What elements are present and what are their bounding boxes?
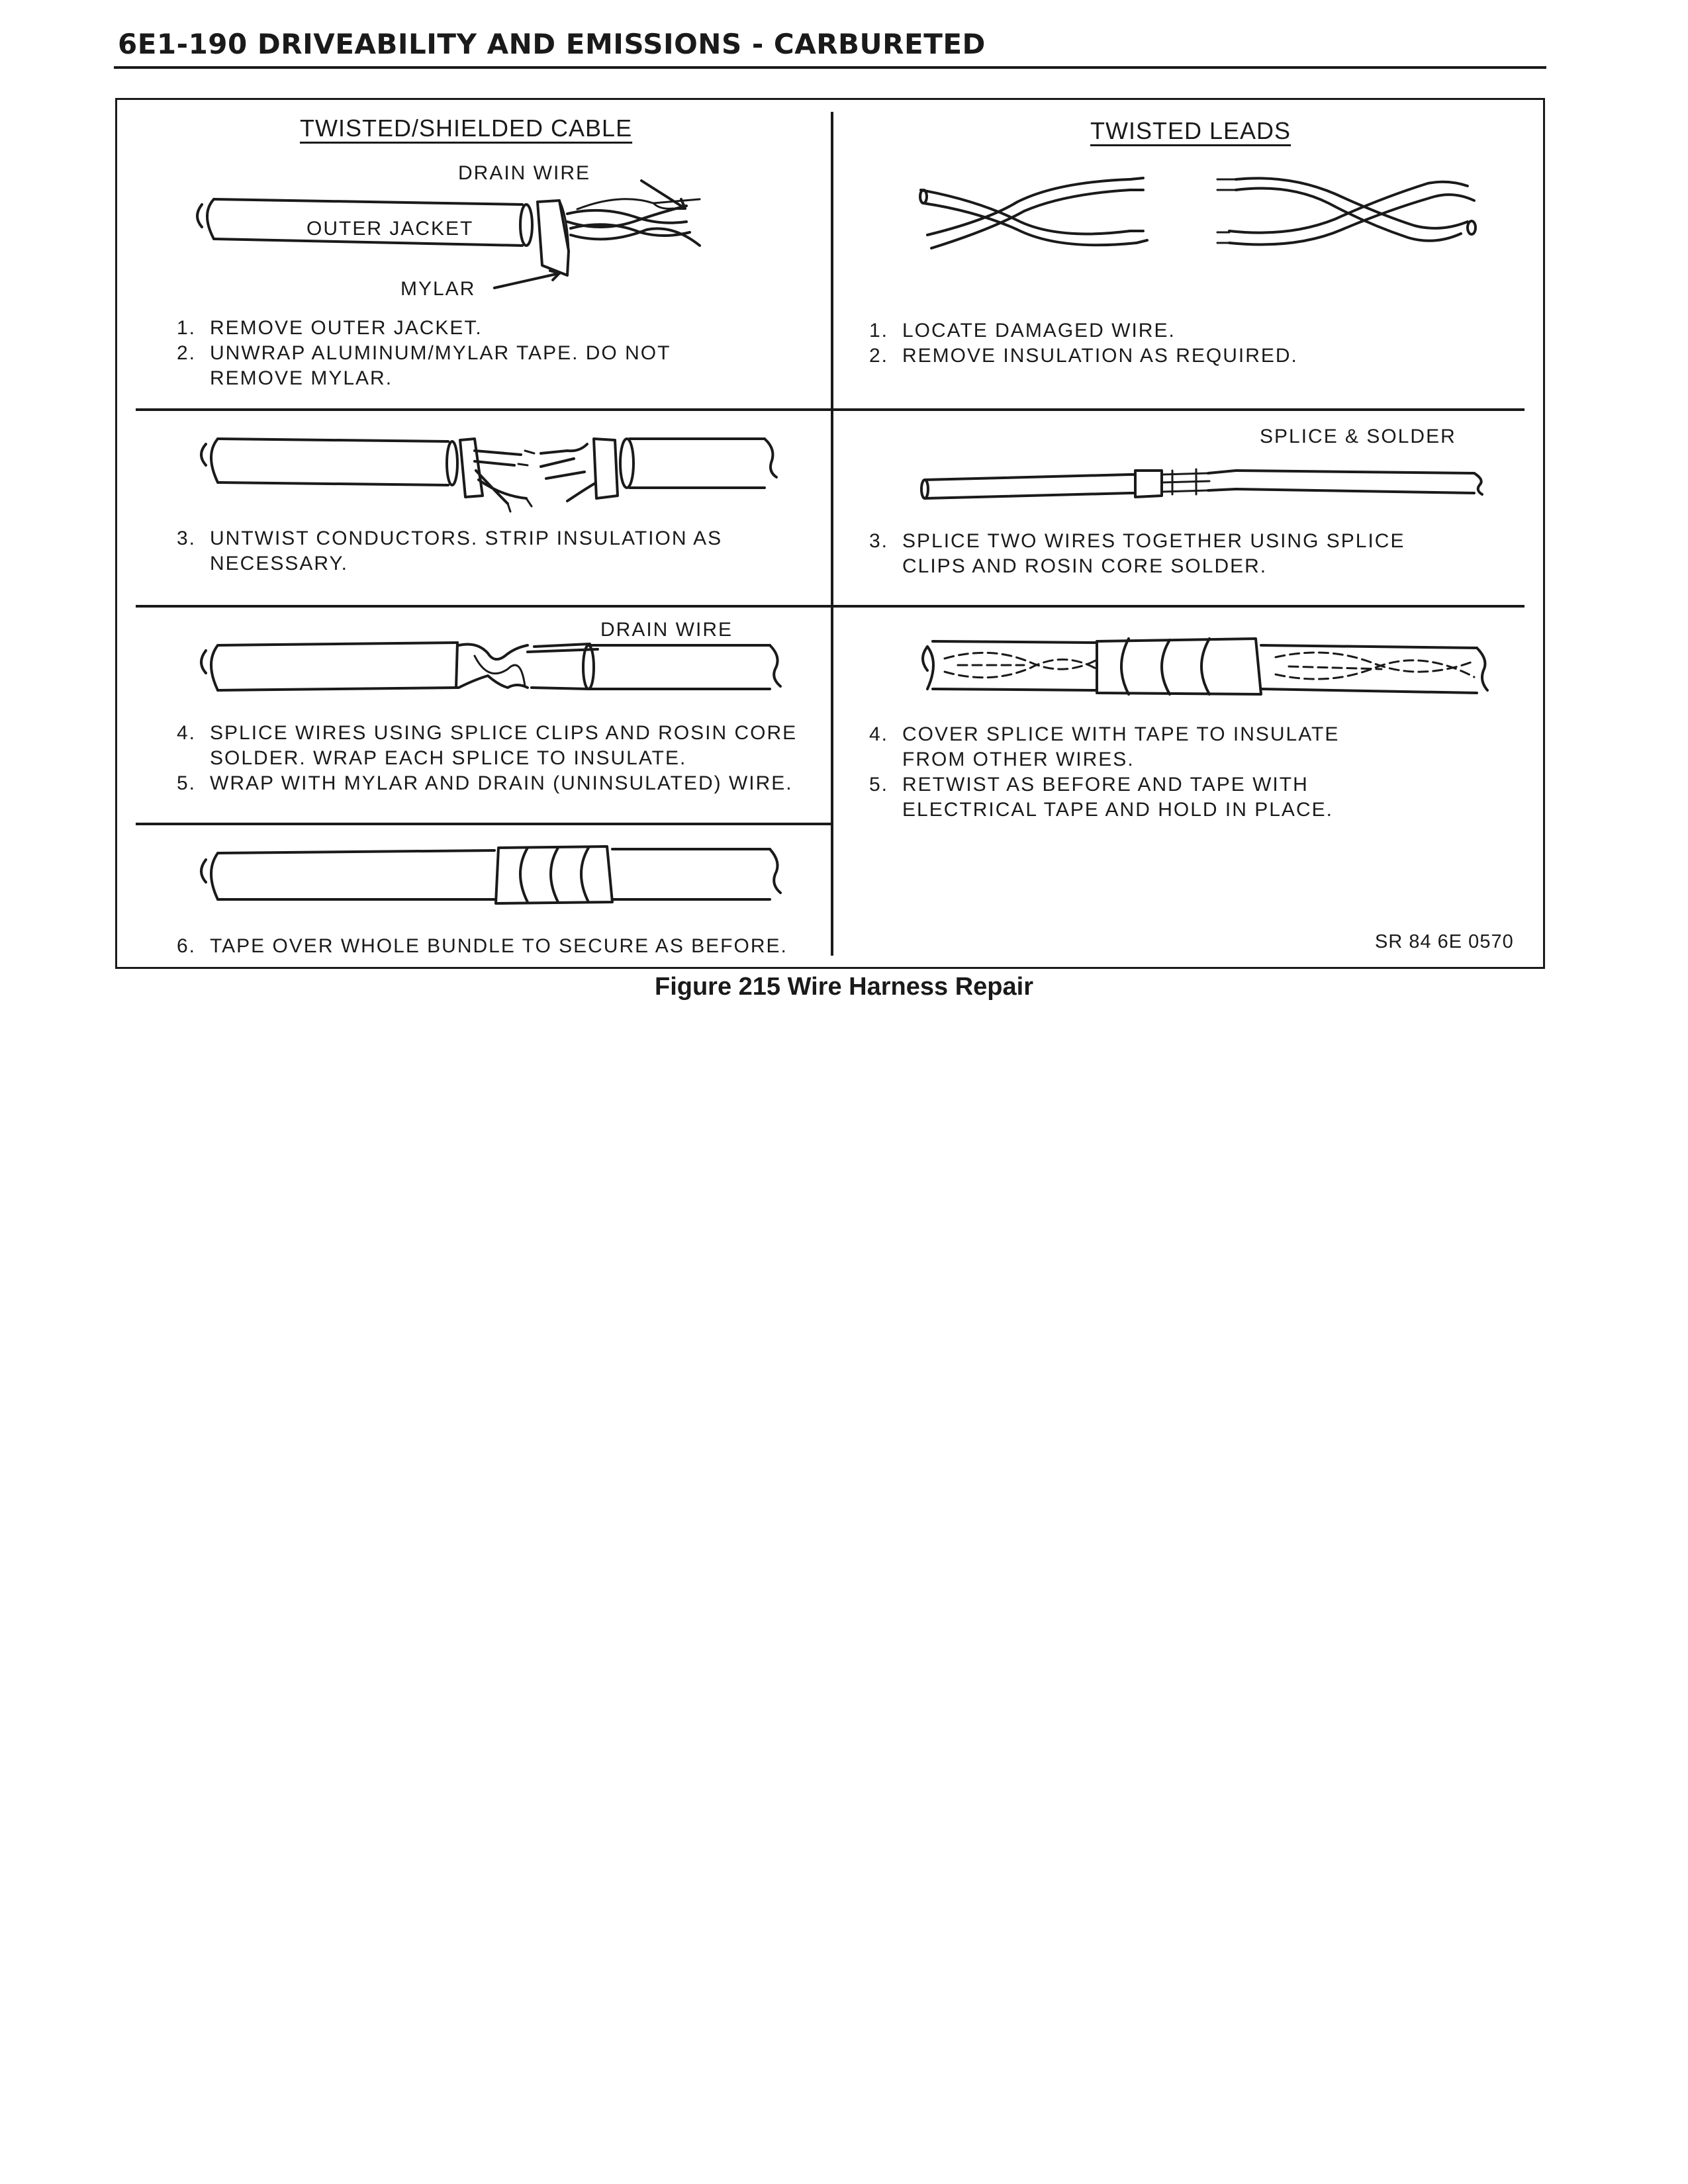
left-section-title: TWISTED/SHIELDED CABLE [300,114,633,142]
untwist-conductors-illustration [197,424,779,517]
splice-solder-illustration [918,451,1487,510]
left-divider-1 [136,408,832,411]
mylar-arrow [493,265,566,292]
figure-reference-code: SR 84 6E 0570 [1375,931,1514,952]
outer-jacket-label: OUTER JACKET [306,218,474,240]
tape-bundle-illustration [197,833,779,926]
twisted-leads-illustration [918,174,1487,260]
page-header-title: 6E1-190 DRIVEABILITY AND EMISSIONS - CARBURETED [118,28,986,60]
center-divider [831,112,833,956]
drain-wire-label: DRAIN WIRE [458,162,590,184]
mylar-label: MYLAR [400,278,476,300]
figure-frame: TWISTED/SHIELDED CABLE DRAIN WIRE OUTER JACKET MYLAR 1. REMOVE OUTER JACKET. 2. UNWRAP ALUMINUM/MYLAR TAPE. DO NOT REMOVE MYLAR. 3. UNTWIST CONDUCTORS. STRIP INSULATION AS NECESSARY. DRAIN WIRE 4. SPLICE WIRES USING SPLICE CLIPS AND ROSIN CORE SOLDER. WRAP EACH SPLICE TO INSULATE. 5. WRAP WITH MYLAR AND DRAIN (UNINSULATED) WIRE. 6. TAPE OVER WHOLE BUNDLE TO SECURE AS BEFORE. TWISTED LEADS 1. LOCATE DAMAGED WIRE. 2. REMOVE INSULATION AS REQUIRED. SPLICE & SOLDER 3. SPLICE TWO WIRES TOGETHER USING SPLICE CLIPS AND ROSIN CORE SOLDER. 4. COVER SPLICE WITH TAPE TO INSULATE FROM OTHER WIRES. 5. RETWIST AS BEFORE AND TAPE WITH ELECTRICAL TAPE AND HOLD IN PLACE. SR 84 6E 0570 [115,98,1545,969]
splice-solder-label: SPLICE & SOLDER [1260,426,1456,447]
right-section-title: TWISTED LEADS [1090,117,1291,144]
figure-caption: Figure 215 Wire Harness Repair [654,973,1033,1001]
cover-splice-tape-illustration [918,629,1501,709]
wrap-mylar-drain-illustration [197,629,779,722]
right-divider-2 [831,605,1524,608]
header-rule [114,66,1546,69]
drain-wire-label-2: DRAIN WIRE [600,619,733,641]
right-divider-1 [831,408,1524,411]
drain-wire-arrow [640,179,700,219]
left-divider-2 [136,605,832,608]
left-divider-3 [136,823,832,825]
